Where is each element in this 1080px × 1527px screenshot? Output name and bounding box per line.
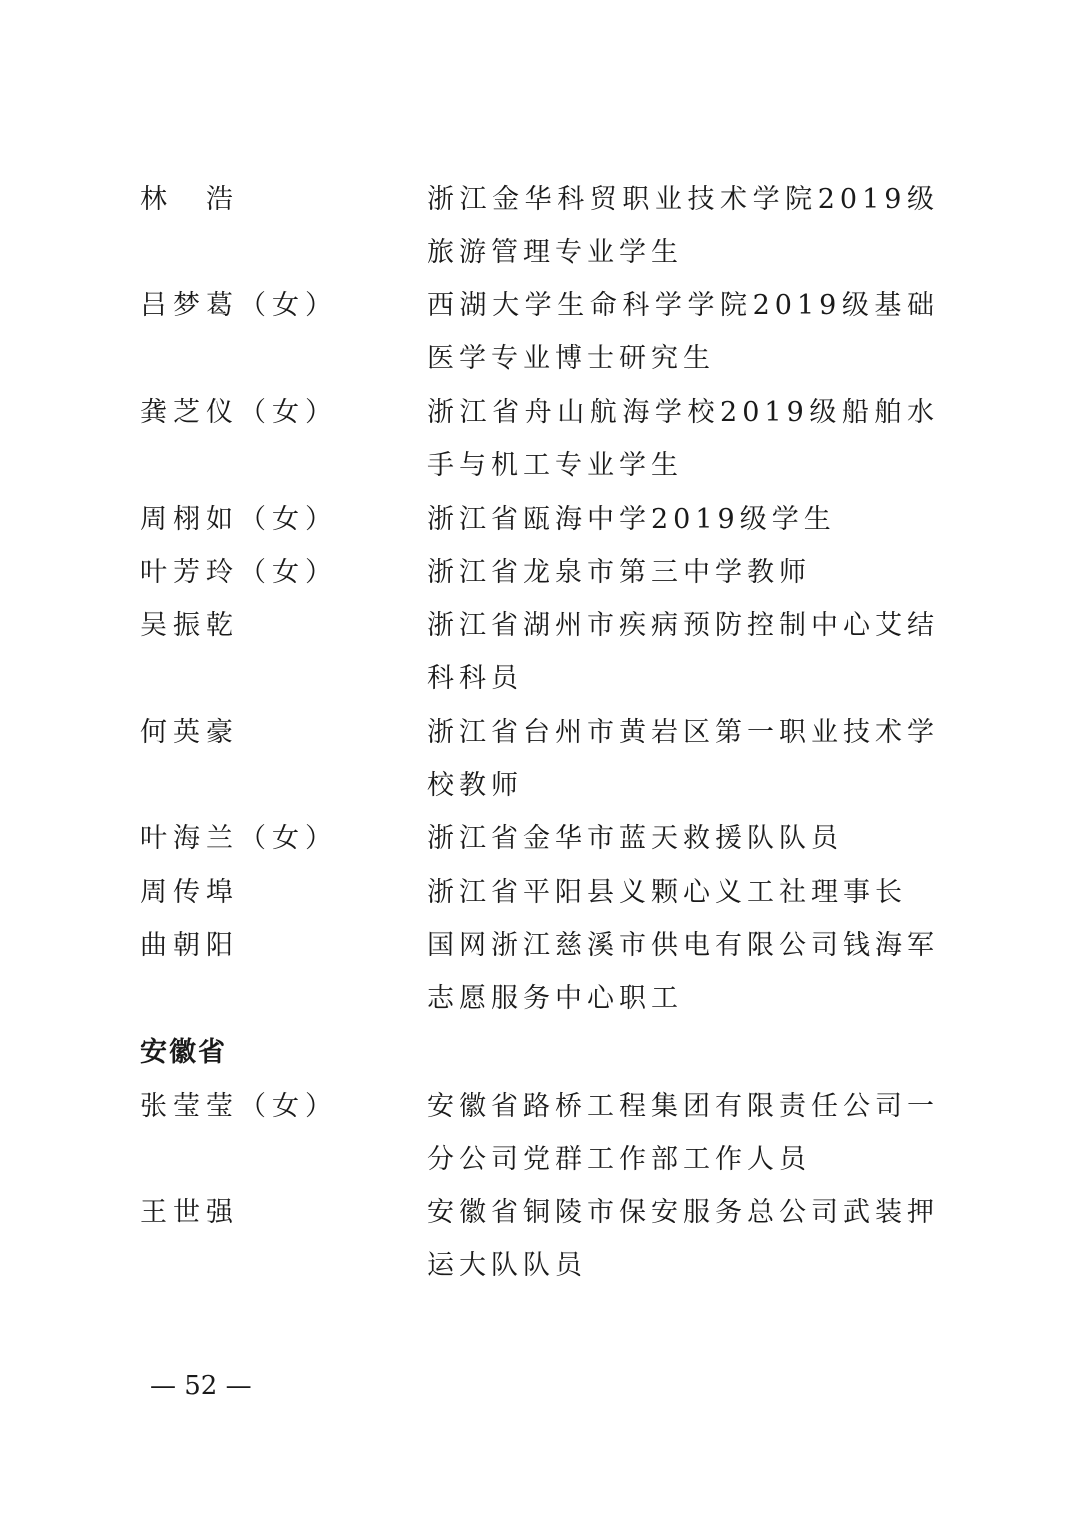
entry-name: 王世强 [140, 1197, 239, 1228]
entry-name: 周栩如（女） [140, 504, 338, 535]
province-heading: 安徽省 [140, 1037, 227, 1068]
page-number: — 52 — [150, 1371, 252, 1401]
entry-description: 浙江省舟山航海学校2019级船舶水手与机工专业学生 [427, 397, 939, 481]
entry-description: 浙江省金华市蓝天救援队队员 [427, 823, 843, 854]
entry-name: 叶芳玲（女） [140, 557, 338, 588]
entry-name: 林 浩 [140, 184, 239, 215]
entry-name: 张莹莹（女） [140, 1091, 338, 1122]
entry-description: 西湖大学生命科学学院2019级基础医学专业博士研究生 [427, 290, 939, 374]
entry-description: 浙江省湖州市疾病预防控制中心艾结科科员 [427, 610, 939, 694]
entry-name: 何英豪 [140, 717, 239, 748]
entry-name: 叶海兰（女） [140, 823, 338, 854]
entry-name: 龚芝仪（女） [140, 397, 338, 428]
entry-name: 吴振乾 [140, 610, 239, 641]
entry-name: 周传埠 [140, 877, 239, 908]
entry-description: 浙江省龙泉市第三中学教师 [427, 557, 811, 588]
entry-name: 曲朝阳 [140, 930, 239, 961]
entry-description: 浙江金华科贸职业技术学院2019级旅游管理专业学生 [427, 184, 939, 268]
entry-description: 浙江省台州市黄岩区第一职业技术学校教师 [427, 717, 939, 801]
entry-description: 安徽省路桥工程集团有限责任公司一分公司党群工作部工作人员 [427, 1091, 939, 1175]
entry-name: 吕梦葛（女） [140, 290, 338, 321]
entry-description: 浙江省平阳县义颗心义工社理事长 [427, 877, 907, 908]
entry-description: 安徽省铜陵市保安服务总公司武装押运大队队员 [427, 1197, 939, 1281]
entry-description: 浙江省瓯海中学2019级学生 [427, 504, 836, 535]
entry-description: 国网浙江慈溪市供电有限公司钱海军志愿服务中心职工 [427, 930, 939, 1014]
